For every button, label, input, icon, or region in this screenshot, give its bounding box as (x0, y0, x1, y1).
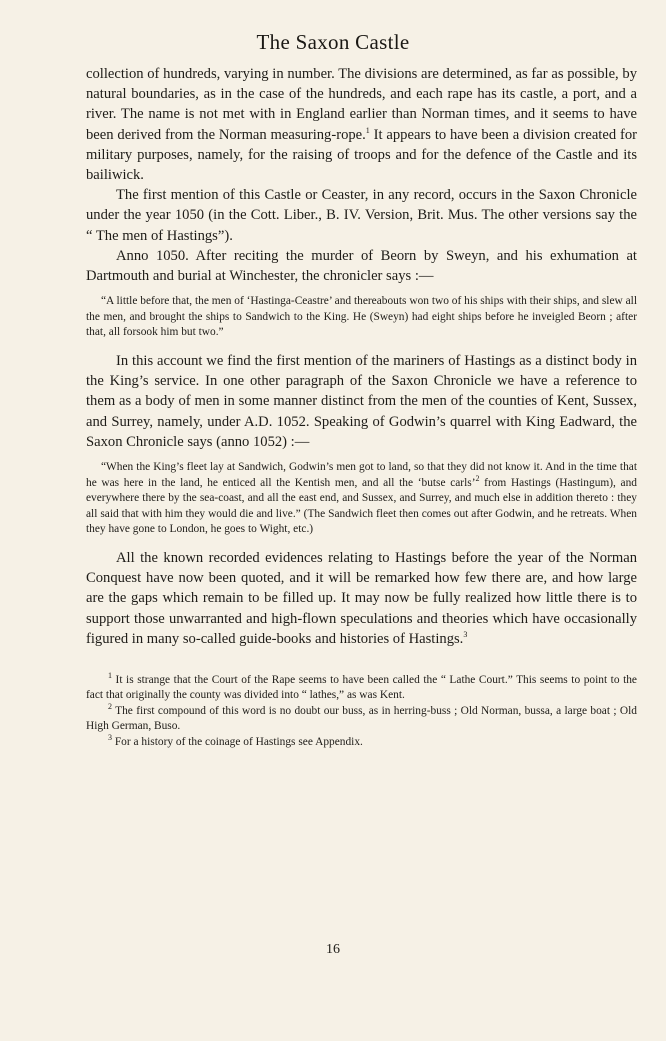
paragraph-1 (86, 64, 637, 185)
block-quote-2 (86, 460, 637, 538)
footnote-ref-1[interactable]: 1 (365, 125, 370, 135)
paragraph-4: In this account we find the first mention of the mariners of Hastings as a distinct body in the King’s service. In one other paragraph of the Saxon Chronicle we have a reference to them as a body of men in some manner distinct from the men of the counties of Kent, Sussex, and Surrey, namely, under A.D. 1052. Speaking of Godwin’s quarrel with King Eadward, the Saxon Chronicle says (anno 1052) :— (86, 353, 637, 450)
paragraph-2: The first mention of this Castle or Ceaster, in any record, occurs in the Saxon Chronicle under the year 1050 (in the Cott. Liber., B. IV. Version, Brit. Mus. The other versions say the “ The men of Hastings”). (86, 187, 637, 244)
footnote-mark-3: 3 (108, 732, 112, 742)
paragraph-1-text: collection of hundreds, varying in number. The divisions are determined, as far as possible, by natural boundaries, as in the case of the hundreds, and each rape has its castle, a port, and a river. The name is not met with in England earlier than Norman times, and it seems to have been derived from the Norman measuring-rope. (86, 66, 637, 143)
paragraph-5 (86, 548, 637, 649)
footnote-mark-2: 2 (108, 702, 112, 712)
block-quote-2-text: “When the King’s fleet lay at Sandwich, Godwin’s men got to land, so that they did not know it. And in the time that he was here in the land, he enticed all the Kentish men, and all the ‘butse carls’ (86, 461, 637, 489)
footnote-ref-3[interactable]: 3 (463, 629, 468, 639)
text-block (86, 64, 637, 750)
paragraph-3: Anno 1050. After reciting the murder of Beorn by Sweyn, and his exhumation at Dartmouth and burial at Winchester, the chronicler says :— (86, 247, 637, 285)
footnote-1-text: It is strange that the Court of the Rape seems to have been called the “ Lathe Court.” This seems to point to the fact that originally the county was divided into “ lathes,” as was Kent. (86, 674, 637, 702)
footnote-2-text: The first compound of this word is no doubt our buss, as in herring-buss ; Old Norman, bussa, a large boat ; Old High German, Buso. (86, 704, 637, 733)
paragraph-1-continued: It appears to have been a division created for military purposes, namely, for the raising of troops and for the defence of the Castle and its bailiwick. (86, 126, 637, 184)
footnote-3-text: For a history of the coinage of Hastings see Appendix. (112, 735, 363, 748)
footnote-1 (86, 673, 637, 704)
running-title: The Saxon Castle (256, 30, 410, 54)
footnote-mark-1: 1 (108, 671, 112, 681)
footnote-ref-2[interactable]: 2 (475, 473, 480, 483)
block-quote-1: “A little before that, the men of ‘Hastinga-Ceastre’ and thereabouts won two of his ships with their ships, and slew all the men, and brought the ships to Sandwich to the King. He (Sweyn) had eight ships before he inveigled Beorn ; after that, all forsook him but two.” (86, 295, 637, 339)
paragraph-5-text: All the known recorded evidences relating to Hastings before the year of the Norman Conquest have now been quoted, and it will be remarked how few there are, and how large are the gaps which remain to be filled up. It may now be fully realized how little there is to support those unwarranted and high-flown speculations and theories which have occasionally figured in many so-called guide-books and histories of Hastings. (86, 550, 637, 647)
page-number: 16 (326, 942, 340, 957)
footnote-3 (86, 732, 637, 750)
footnote-2 (86, 704, 637, 735)
block-quote-2-continued: from Hastings (Hastingum), and everywhere there by the sea-coast, and all the east end, and Sussex, and Surrey, and much else in addition thereto : they all said that with him they would die and live.” (The Sandwich fleet then comes out after Godwin, and he retreats. When they have gone to London, he goes to Wight, etc.) (86, 476, 637, 536)
footnotes (86, 673, 637, 750)
